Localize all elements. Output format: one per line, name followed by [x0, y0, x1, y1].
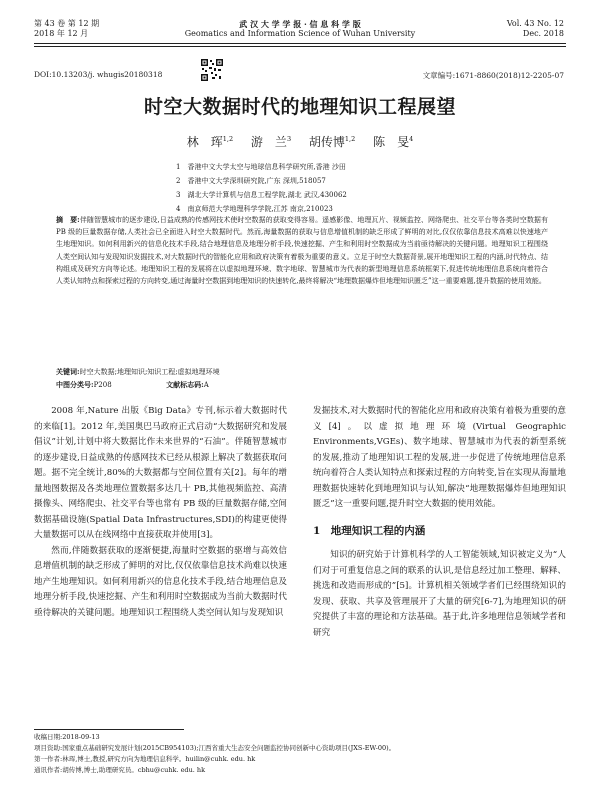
- issue-date: 2018 年 12 月: [34, 29, 89, 38]
- author: 陈 旻$^4$: [373, 135, 414, 149]
- doi: DOI:10.13203/j. whugis20180318: [34, 70, 163, 79]
- page-title: 时空大数据时代的地理知识工程展望: [143, 96, 456, 118]
- body-paragraph: 然而,伴随数据获取的逐渐便捷,海量时空数据的驱增与高效信息增值机制的缺乏形成了鲜明的对比,仅仅依靠信息技术尚难以快速地产生地理知识。如何利用新兴的信息化技术手段,结合地理信息及地理分析手段,快速挖掘、产生和利用时空数据成为当前大数据时代亟待解决的关键问题。地理知识工程围绕人类空间认知与发现知识: [34, 545, 287, 618]
- journal-name-cn: 武 汉 大 学 学 报 · 信 息 科 学 版: [239, 19, 361, 29]
- qr-code-icon: [200, 58, 224, 82]
- affiliation: 2 香港中文大学深圳研究院,广东 深圳,518057: [176, 177, 326, 185]
- doc-code-value: A: [203, 381, 209, 389]
- clc-label: 中图分类号:: [56, 380, 94, 389]
- author: 胡传博$^{1,2}$: [308, 135, 356, 149]
- affiliation: 1 香港中文大学太空与地球信息科学研究所,香港 沙田: [176, 163, 346, 171]
- author: 林 珲$^{1,2}$: [186, 135, 234, 149]
- footnote: 通讯作者:胡传博,博士,助理研究员。cbhu@cuhk. edu. hk: [34, 766, 206, 774]
- keywords-text: 时空大数据;地理知识;知识工程;虚拟地理环境: [79, 368, 220, 376]
- keywords: [56, 366, 220, 378]
- keywords-label: 关键词:: [56, 367, 80, 376]
- section-heading: 1 地理知识工程的内涵: [313, 524, 426, 537]
- body-column-right: [313, 404, 566, 641]
- affiliation-list: [176, 160, 347, 216]
- volume-issue: 第 43 卷 第 12 期: [34, 19, 100, 28]
- body-paragraph: 2008 年,Nature 出版《Big Data》专刊,标示着大数据时代的来临[1]。2012 年,美国奥巴马政府正式启动“大数据研究和发展倡议”计划,计划中将大数据比作未来世界的“石油”。伴随智慧城市的逐步建设,日益成熟的传感网技术已经从根源上解决了数据获取问题。据不完全统计,80%的大数据都与空间位置有关[2]。每年的增量地图数据及各类地理位置数据多达几十 PB,其他视频监控、高清摄像头、网络爬虫、社交平台等也常有 PB 级的巨量数据存储,空间数据基础设施(Spatial Data Infrastructures,SDI)的构建更使得大量数据可以从在线网络中直接获取并使用[3]。: [34, 406, 287, 540]
- author-list: [0, 133, 600, 150]
- body-paragraph: 知识的研究始于计算机科学的人工智能领域,知识被定义为“人们对于可重复信息之间的联系的认识,是信息经过加工整理、解释、挑选和改造而形成的”[5]。计算机相关领域学者们已经围绕知识的发现、获取、共享及管理展开了大量的研究[6-7],为地理知识的研究提供了丰富的理论和方法基础。基于此,许多地理信息领域学者和研究: [313, 550, 566, 638]
- footnote: 收稿日期:2018-09-13: [34, 733, 100, 741]
- journal-name-en: Geomatics and Information Science of Wuhan University: [184, 29, 416, 38]
- body-column-left: [34, 404, 287, 621]
- doc-code-label: 文献标志码:: [166, 380, 204, 389]
- abstract-label: 摘 要:: [56, 215, 80, 224]
- footnote-rule: [34, 729, 184, 730]
- running-header-right: [507, 19, 564, 39]
- abstract: [56, 214, 548, 287]
- footnotes: [34, 732, 566, 776]
- header-rule: [34, 43, 566, 44]
- body-paragraph: 发掘技术,对大数据时代的智能化应用和政府决策有着极为重要的意义[4]。以虚拟地理环境(Virtual Geographic Environments,VGEs)、数字地球、智慧城市为代表的新型系统的发展,推动了地理知识工程的发展,进一步促进了传统地理信息系统向着符合人类认知特点和探索过程的方向转变,旨在实现从海量地理数据快速转化到地理知识与认知,解决“地理数据爆炸但地理知识匮乏”这一重要问题,提升时空大数据的使用效能。: [313, 406, 566, 509]
- abstract-text: 伴随智慧城市的逐步建设,日益成熟的传感网技术使时空数据的获取变得容易。遥感影像、地理瓦片、视频监控、网络爬虫、社交平台等各类时空数据有 PB 级的巨量数据存储,人类社会已全面进入时空大数据时代。然而,海量数据的获取与信息增值机制的缺乏形成了鲜明的对比,仅仅依靠信息技术高难以快速地产生地理知识。如何利用新兴的信息化技术手段,结合地理信息及地理分析手段,快速挖掘、产生和利用时空数据成为当前亟待解决的关键问题。地理知识工程围绕人类空间认知与发现知识发掘技术,对大数据时代的智能化应用和政府决策有着极为重要的意义。立足于时空大数据背景,展开地理知识工程的内涵,时代特点、结构组成及研究方向等论述。地理知识工程的发展将在以虚拟地理环境、数字地球、智慧城市为代表的新型地理信息系统框架下,促进传统地理信息系统向着符合人类认知特点和探索过程的方向转变,通过海量时空数据到地理知识的快速转化,最终将解决“地理数据爆炸但地理知识匮乏”这一重要难题,提升数据的使用效能。: [56, 216, 548, 286]
- affiliation: 4 南京师范大学地理科学学院,江苏 南京,210023: [176, 205, 333, 213]
- clc-value: P208: [93, 381, 112, 389]
- affiliation: 3 湖北大学计算机与信息工程学院,湖北 武汉,430062: [176, 191, 347, 199]
- footnote: 项目资助:国家重点基础研究发展计划(2015CB954103);江西省重大生态安全问题监控协同创新中心资助项目(JXS-EW-00)。: [34, 744, 396, 752]
- footnote: 第一作者:林珲,博士,教授,研究方向为地理信息科学。huilin@cuhk. edu. hk: [34, 755, 256, 763]
- volume-issue-en: Vol. 43 No. 12: [506, 19, 564, 28]
- header-rule-thin: [34, 46, 566, 47]
- classification: [56, 379, 209, 391]
- article-number: 文章编号:1671-8860(2018)12-2205-07: [422, 71, 564, 80]
- author: 游 兰$^3$: [250, 135, 292, 149]
- issue-date-en: Dec. 2018: [522, 29, 564, 38]
